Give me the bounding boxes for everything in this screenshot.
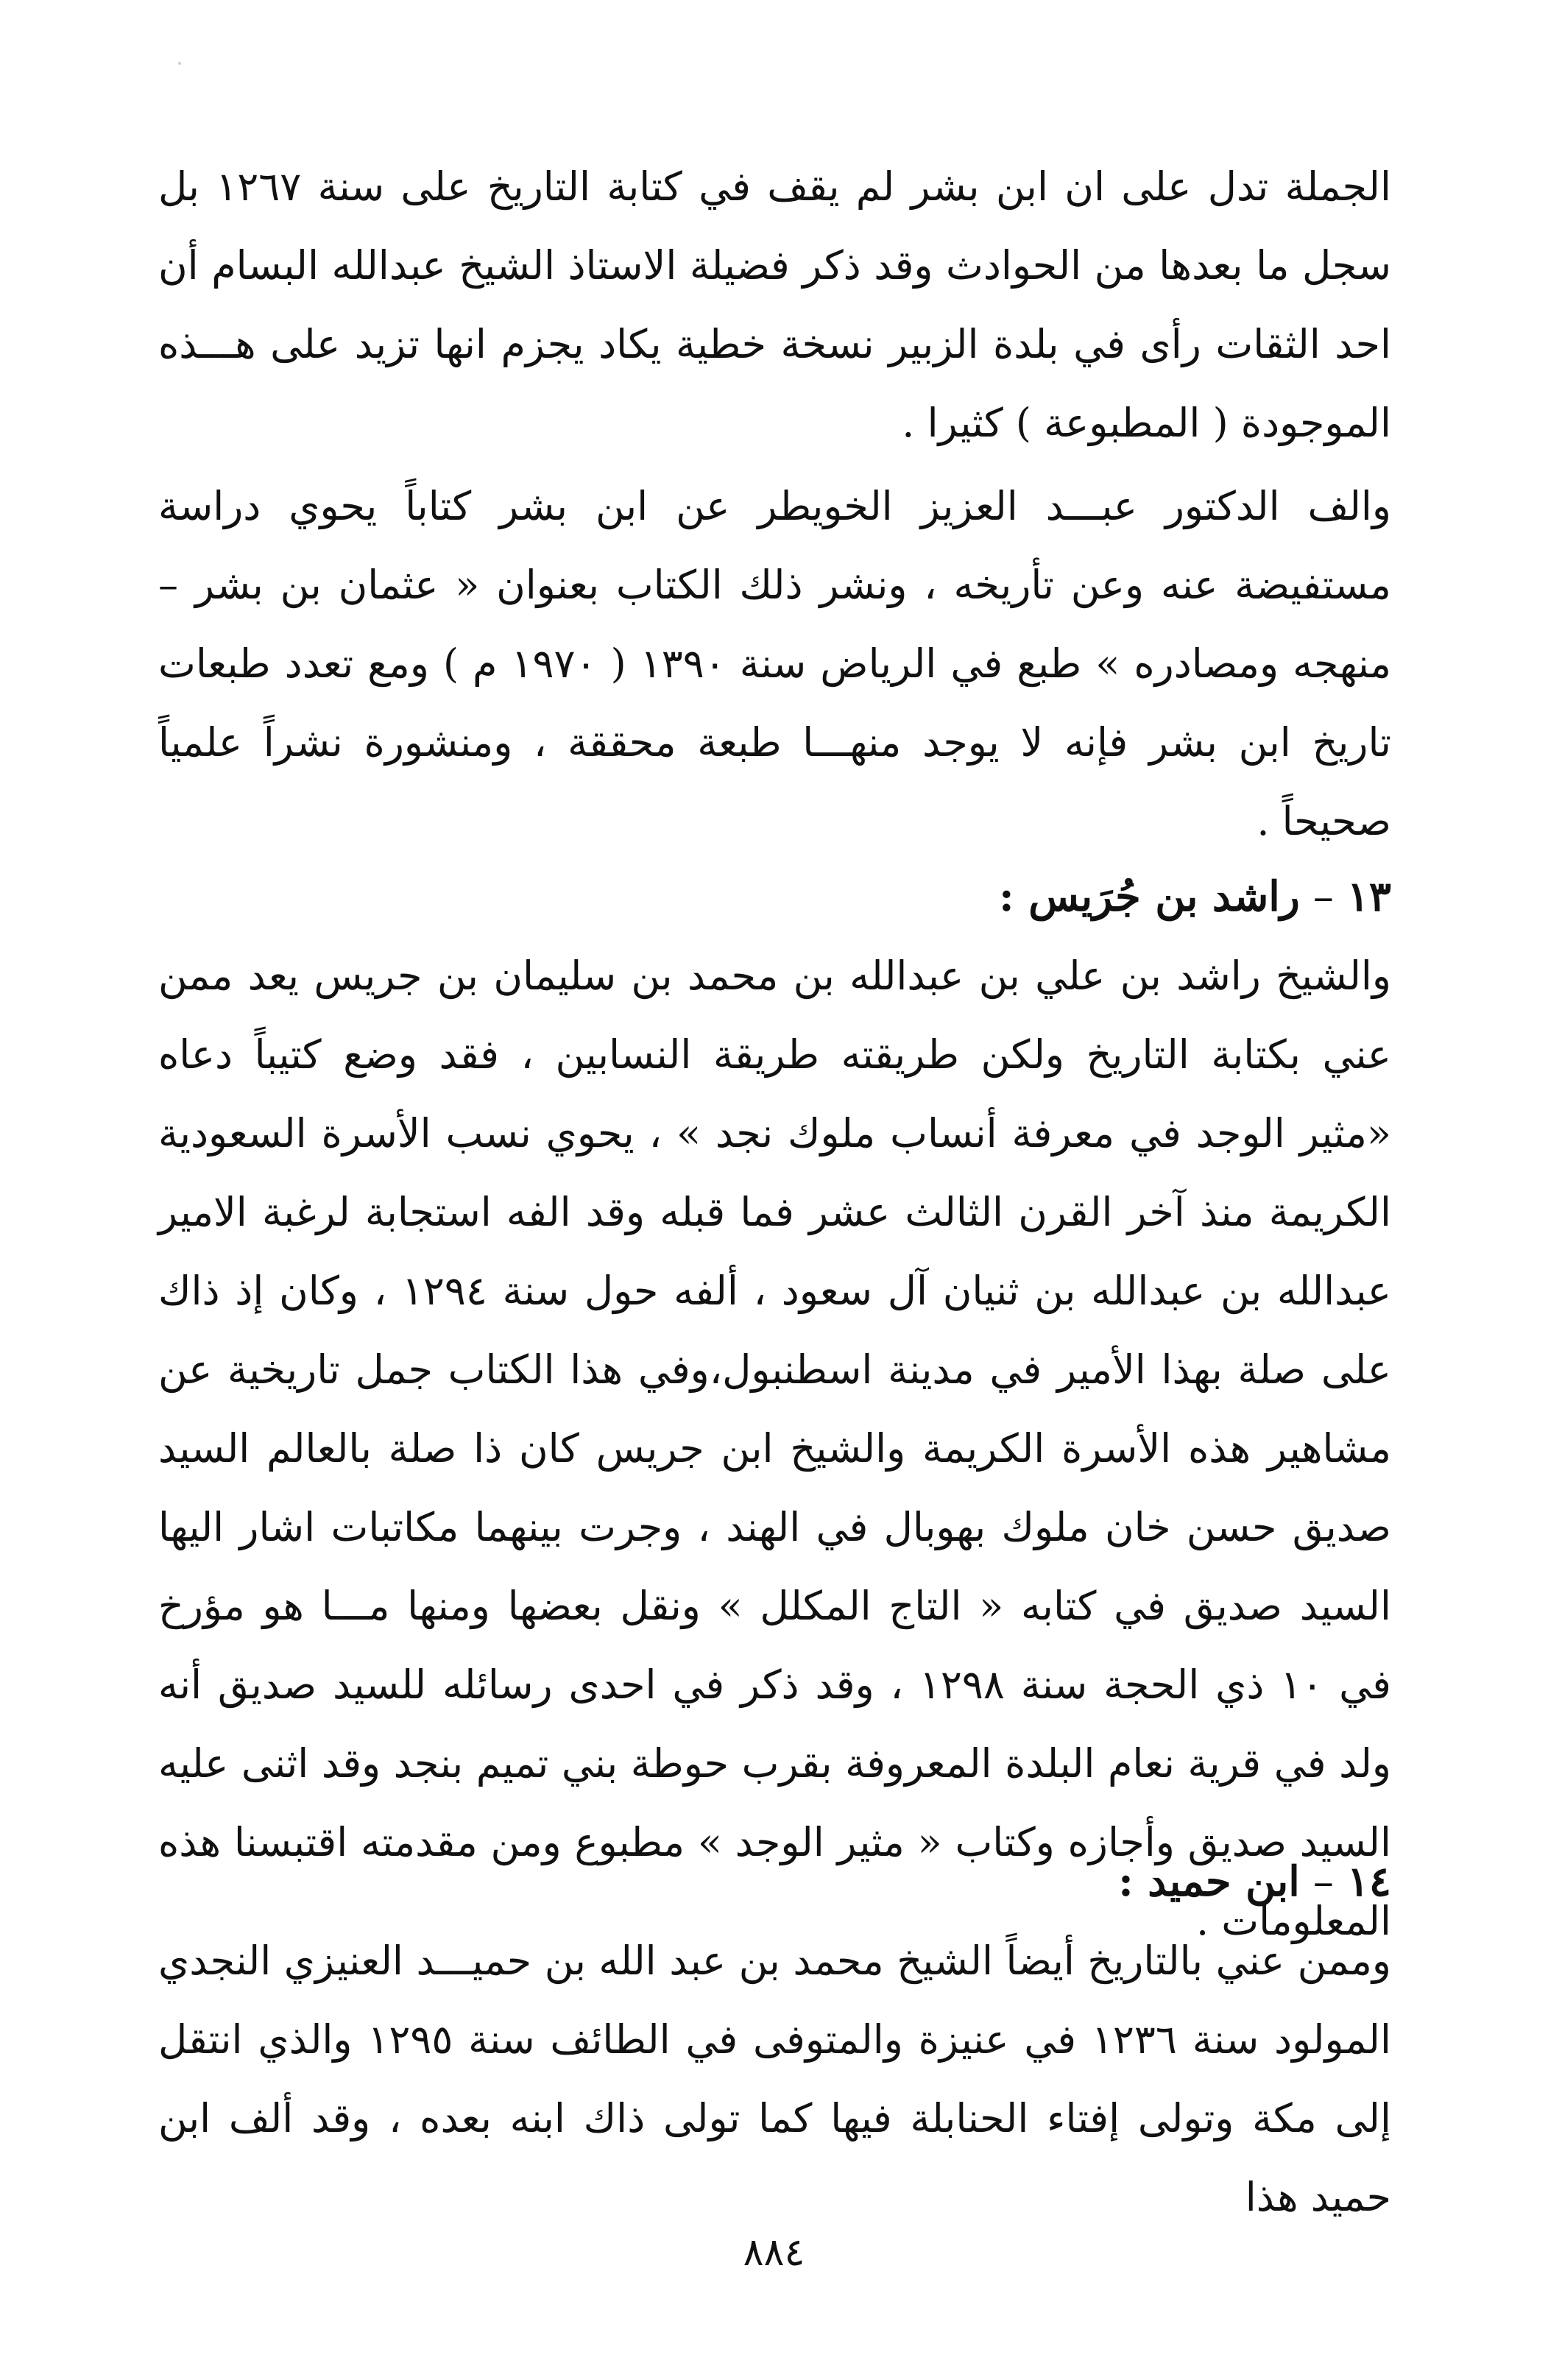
paragraph-khuwaiter-study: والف الدكتور عبـــد العزيز الخويطر عن ابن بشر كتاباً يحوي دراسة مستفيضة عنه وعن تأريخه ، ونشر ذلك الكتاب بعنوان « عثمان بن بشر – منهجه ومصادره » طبع في الرياض سنة ١٣٩٠ ( ١٩٧٠ م ) ومع تعدد طبعات تاريخ ابن بشر فإنه لا يوجد منهـــا طبعة محققة ، ومنشورة نشراً علمياً صحيحاً . [158,483,1391,844]
section-number: ١٣ [1346,872,1391,921]
section-title: راشد بن جُرَيس : [999,872,1300,921]
paragraph-rashid-bin-juraiys: والشيخ راشد بن علي بن عبدالله بن محمد بن سليمان بن جريس يعد ممن عني بكتابة التاريخ ولكن طريقته طريقة النسابين ، فقد وضع كتيباً دعاه «مثير الوجد في معرفة أنساب ملوك نجد » ، يحوي نسب الأسرة السعودية الكريمة منذ آخر القرن الثالث عشر فما قبله وقد الفه استجابة لرغبة الامير عبدالله بن عبدالله بن ثنيان آل سعود ، ألفه حول سنة ١٢٩٤ ، وكان إذ ذاك على صلة بهذا الأمير في مدينة اسطنبول،وفي هذا الكتاب جمل تاريخية عن مشاهير هذه الأسرة الكريمة والشيخ ابن جريس كان ذا صلة بالعالم السيد صديق حسن خان ملوك بهوبال في الهند ، وجرت بينهما مكاتبات اشار اليها السيد صديق في كتابه « التاج المكلل » ونقل بعضها ومنها مـــا هو مؤرخ في ١٠ ذي الحجة سنة ١٢٩٨ ، وقد ذكر في احدى رسائله للسيد صديق أنه ولد في قرية نعام البلدة المعروفة بقرب حوطة بني تميم بنجد وقد اثنى عليه السيد صديق وأجازه وكتاب « مثير الوجد » مطبوع ومن مقدمته اقتبسنا هذه المعلومات . [158,953,1391,1944]
scan-speck [178,62,181,65]
section-title: ابن حميد : [1118,1857,1300,1906]
paragraph-ibn-humaid: وممن عني بالتاريخ أيضاً الشيخ محمد بن عبد الله بن حميـــد العنيزي النجدي المولود سنة ١٢٣٦ في عنيزة والمتوفى في الطائف سنة ١٢٩٥ والذي انتقل إلى مكة وتولى إفتاء الحنابلة فيها كما تولى ذاك ابنه بعده ، وقد ألف ابن حميد هذا [158,1938,1392,2220]
paragraph-ibn-bishr-continuation: الجملة تدل على ان ابن بشر لم يقف في كتابة التاريخ على سنة ١٢٦٧ بل سجل ما بعدها من الحوادث وقد ذكر فضيلة الاستاذ الشيخ عبدالله البسام أن احد الثقات رأى في بلدة الزبير نسخة خطية يكاد يجزم انها تزيد على هـــذه الموجودة ( المطبوعة ) كثيرا . [158,163,1392,446]
section-number: ١٤ [1346,1857,1391,1906]
section-dash: – [1312,873,1334,921]
section-heading-rashid-bin-juraiys [999,858,1391,936]
page-number: ٨٨٤ [743,2231,805,2275]
section-heading-ibn-humaid [1118,1843,1391,1921]
section-dash: – [1312,1858,1334,1906]
